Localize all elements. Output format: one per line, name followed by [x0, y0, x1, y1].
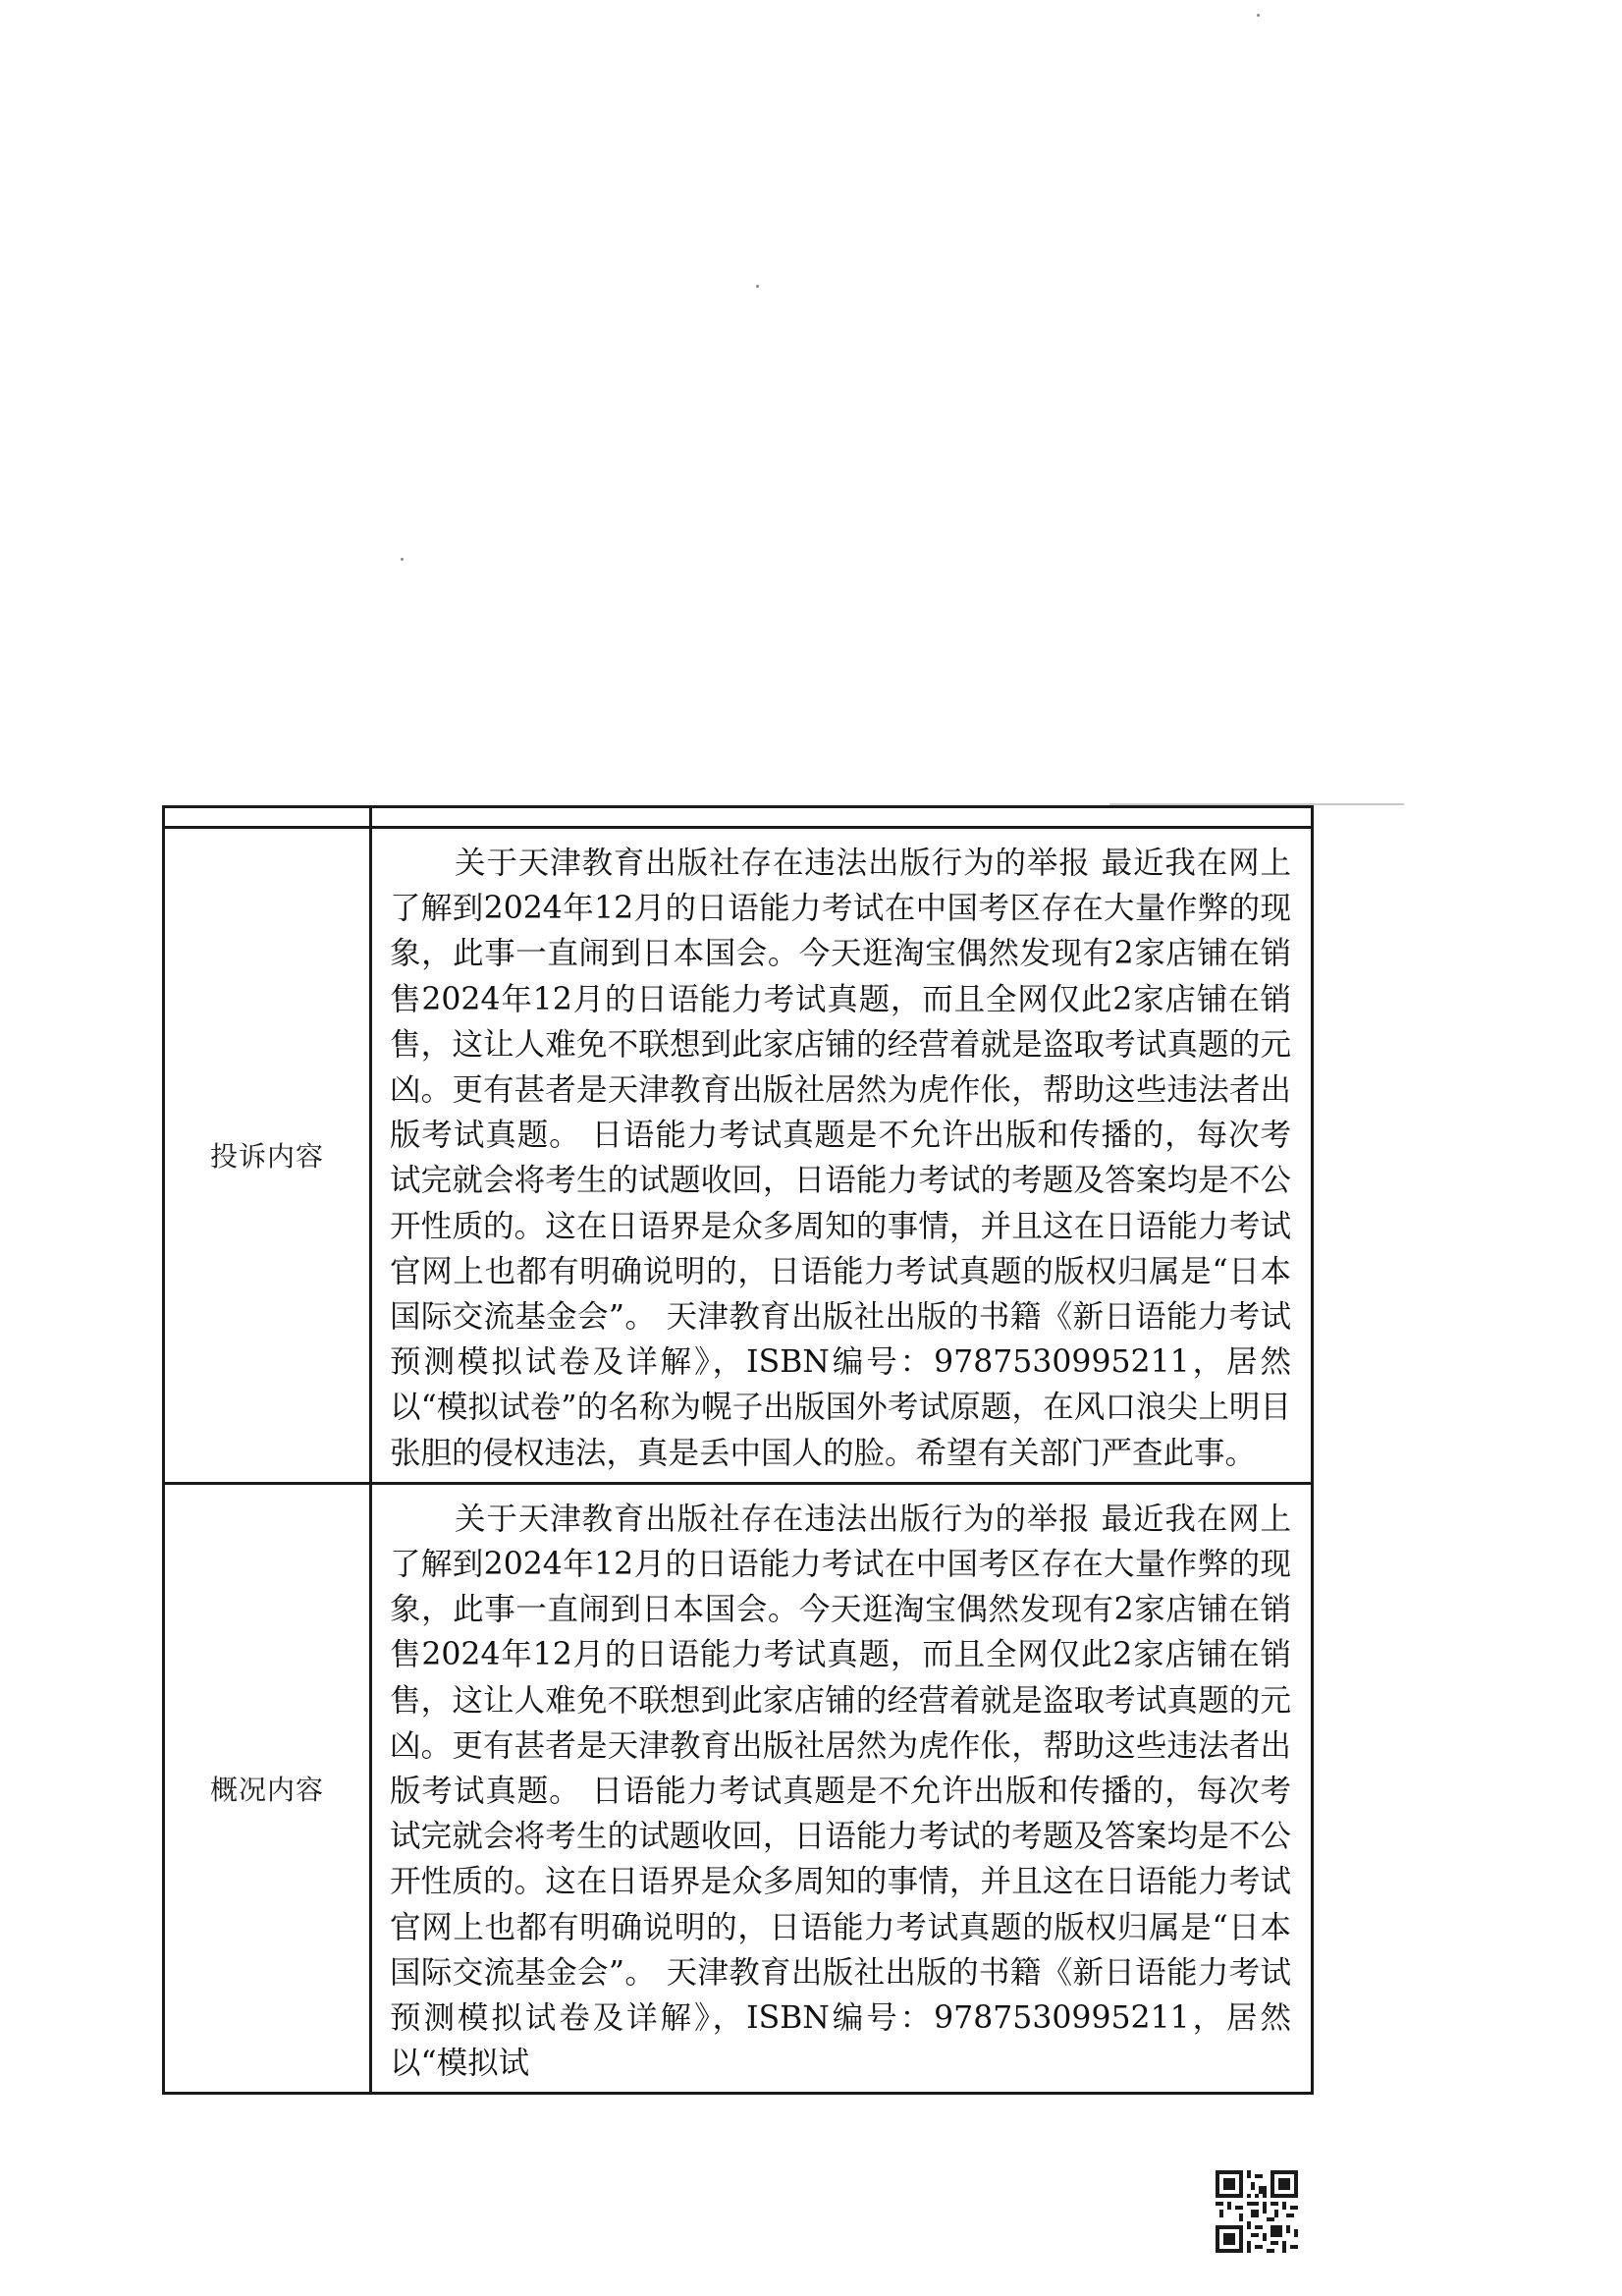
scan-speck	[756, 285, 759, 288]
table-top-stub-row	[164, 807, 1313, 828]
stub-body-cell	[371, 807, 1313, 828]
scan-speck	[401, 558, 404, 561]
row-label-overview: 概况内容	[164, 1483, 371, 2094]
complaint-table	[162, 805, 1314, 2095]
row-label-complaint: 投诉内容	[164, 828, 371, 1484]
table-row	[164, 1483, 1313, 2094]
row-text-overview: 关于天津教育出版社存在违法出版行为的举报 最近我在网上了解到2024年12月的日语能力考试在中国考区存在大量作弊的现象，此事一直闹到日本国会。今天逛淘宝偶然发现有2家店铺在销售2024年12月的日语能力考试真题，而且全网仅此2家店铺在销售，这让人难免不联想到此家店铺的经营着就是盗取考试真题的元凶。更有甚者是天津教育出版社居然为虎作伥，帮助这些违法者出版考试真题。 日语能力考试真题是不允许出版和传播的，每次考试完就会将考生的试题收回，日语能力考试的考题及答案均是不公开性质的。这在日语界是众多周知的事情，并且这在日语能力考试官网上也都有明确说明的，日语能力考试真题的版权归属是“日本国际交流基金会”。 天津教育出版社出版的书籍《新日语能力考试预测模拟试卷及详解》，ISBN编号：9787530995211，居然以“模拟试	[371, 1483, 1313, 2094]
stub-label-cell	[164, 807, 371, 828]
table-row	[164, 828, 1313, 1484]
qr-code-icon	[1216, 2170, 1298, 2253]
row-text-complaint: 关于天津教育出版社存在违法出版行为的举报 最近我在网上了解到2024年12月的日语能力考试在中国考区存在大量作弊的现象，此事一直闹到日本国会。今天逛淘宝偶然发现有2家店铺在销售2024年12月的日语能力考试真题，而且全网仅此2家店铺在销售，这让人难免不联想到此家店铺的经营着就是盗取考试真题的元凶。更有甚者是天津教育出版社居然为虎作伥，帮助这些违法者出版考试真题。 日语能力考试真题是不允许出版和传播的，每次考试完就会将考生的试题收回，日语能力考试的考题及答案均是不公开性质的。这在日语界是众多周知的事情，并且这在日语能力考试官网上也都有明确说明的，日语能力考试真题的版权归属是“日本国际交流基金会”。 天津教育出版社出版的书籍《新日语能力考试预测模拟试卷及详解》，ISBN编号：9787530995211，居然以“模拟试卷”的名称为幌子出版国外考试原题，在风口浪尖上明目张胆的侵权违法，真是丢中国人的脸。希望有关部门严查此事。	[371, 828, 1313, 1484]
scan-speck	[1257, 14, 1260, 17]
